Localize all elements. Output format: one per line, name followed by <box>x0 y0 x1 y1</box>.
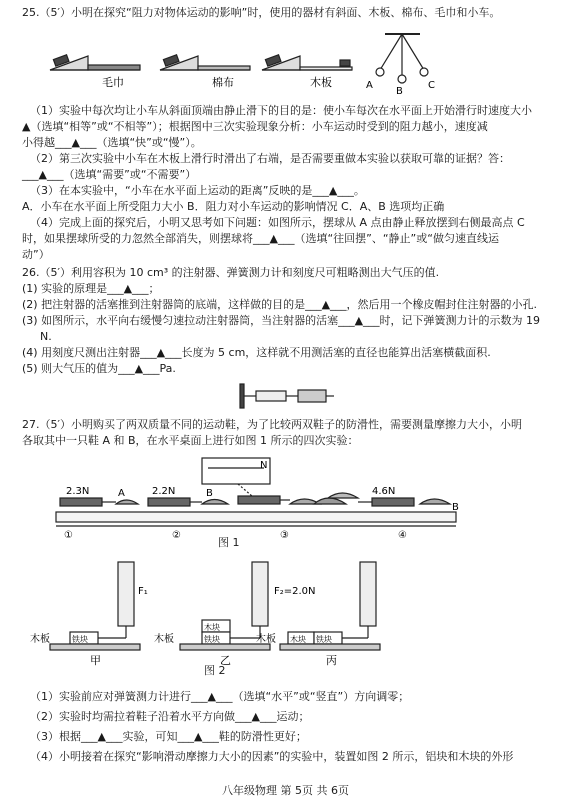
figure-1-caption: 图 1 <box>218 536 240 549</box>
q27-question-4: （4）小明接着在探究“影响滑动摩擦力大小的因素”的实验中，装置如图 2 所示，铝块和木块的外形 <box>30 750 514 763</box>
q25-line-5: ___▲___（选填“需要”或“不需要”） <box>22 168 197 181</box>
q25-line-8: （4）完成上面的探究后，小明又思考如下问题：如图所示，摆球从 A 点由静止释放摆到右侧最高点 C <box>30 216 525 229</box>
setup-3: ③ <box>280 530 289 541</box>
q27-question-1: （1）实验前应对弹簧测力计进行___▲___（选填“水平”或“竖直”）方向调零； <box>30 690 410 703</box>
f2-reading: 2.2N <box>152 486 176 497</box>
q26-header: 26.（5′）利用容积为 10 cm³ 的注射器、弹簧测力计和刻度尺可粗略测出大气压的值. <box>22 266 440 279</box>
q26-line-1: (1) 实验的原理是___▲___； <box>22 282 160 295</box>
fig2-block-bing-2: 铁块 <box>316 635 332 644</box>
q25-line-6: （3）在本实验中，“小车在水平面上运动的距离”反映的是___▲___。 <box>30 184 365 197</box>
label-a: A <box>366 80 373 91</box>
fig2-block-bing-1: 木块 <box>290 635 306 644</box>
fig2-label-jia: 甲 <box>90 654 101 667</box>
label-b: B <box>396 86 403 97</box>
figure-2-caption: 图 2 <box>204 664 226 677</box>
q25-line-10: 动”） <box>22 248 50 261</box>
q25-line-2: ▲（选填“相等”或“不相等”）；根据图中三次实验现象分析：小车运动时受到的阻力越小，速度减 <box>22 120 488 133</box>
shoe-b-label-1: B <box>206 488 213 499</box>
scale-n-label: N <box>260 460 268 471</box>
label-c: C <box>428 80 435 91</box>
fig2-board-yi: 木板 <box>154 634 174 645</box>
figure-1 <box>52 452 522 552</box>
q27-question-2: （2）实验时均需拉着鞋子沿着水平方向做___▲___运动； <box>30 710 310 723</box>
shoe-b-label-2: B <box>452 502 459 513</box>
page-footer: 八年级物理 第 5页 共 6页 <box>222 784 349 797</box>
f1-reading: 2.3N <box>66 486 90 497</box>
q27-line-1: 各取其中一只鞋 A 和 B，在水平桌面上进行如图 1 所示的四次实验： <box>22 434 359 447</box>
figure-2 <box>30 554 430 674</box>
fig2-f1: F₁ <box>138 586 148 597</box>
setup-1: ① <box>64 530 73 541</box>
q26-line-6: (5) 则大气压的值为___▲___Pa. <box>22 362 176 375</box>
q25-header: 25.（5′）小明在探究“阻力对物体运动的影响”时，使用的器材有斜面、木板、棉布、毛巾和小车。 <box>22 6 501 19</box>
q25-line-7: A．小车在水平面上所受阻力大小 B．阻力对小车运动的影响情况 C．A、B 选项均正确 <box>22 200 445 213</box>
fig2-block-yi-bottom: 铁块 <box>204 635 220 644</box>
q26-line-5: (4) 用刻度尺测出注射器___▲___长度为 5 cm，这样就不用测活塞的直径也能算出活塞横截面积. <box>22 346 491 359</box>
setup-2: ② <box>172 530 181 541</box>
fig2-label-bing: 丙 <box>326 654 337 667</box>
q25-figure <box>40 30 510 100</box>
fig2-board-bing: 木板 <box>256 634 276 645</box>
label-cotton: 棉布 <box>212 76 234 89</box>
q25-line-9: 时，如果摆球所受的力忽然全部消失，则摆球将___▲___（选填“往回摆”、“静止”或“做匀速直线运 <box>22 232 499 245</box>
setup-4: ④ <box>398 530 407 541</box>
q26-line-3: (3) 如图所示，水平向右缓慢匀速拉动注射器筒，当注射器的活塞___▲___时，记下弹簧测力计的示数为 19 <box>22 314 541 327</box>
syringe-figure <box>236 382 336 410</box>
q27-question-3: （3）根据___▲___实验，可知___▲___鞋的防滑性更好； <box>30 730 307 743</box>
q25-line-1: （1）实验中每次均让小车从斜面顶端由静止滑下的目的是：使小车每次在水平面上开始滑行时速度大小 <box>30 104 532 117</box>
q27-header: 27.（5′）小明购买了两双质量不同的运动鞋，为了比较两双鞋子的防滑性，需要测量摩擦力大小，小明 <box>22 418 522 431</box>
fig2-f2: F₂=2.0N <box>274 586 316 597</box>
q25-line-3: 小得越___▲___（选填“快”或“慢”）。 <box>22 136 202 149</box>
f4-reading: 4.6N <box>372 486 396 497</box>
label-towel: 毛巾 <box>102 76 124 89</box>
fig2-block-jia: 铁块 <box>72 635 88 644</box>
shoe-a-label-1: A <box>118 488 125 499</box>
q25-line-4: （2）第三次实验中小车在木板上滑行时滑出了右端，是否需要重做本实验以获取可靠的证据？答： <box>30 152 510 165</box>
fig2-label-yi: 乙 <box>220 654 231 667</box>
fig2-board-jia: 木板 <box>30 634 50 645</box>
q26-line-2: (2) 把注射器的活塞推到注射器筒的底端，这样做的目的是___▲___，然后用一个橡皮帽封住注射器的小孔. <box>22 298 538 311</box>
fig2-block-yi-top: 木块 <box>204 623 220 632</box>
q26-line-4: N. <box>40 330 52 343</box>
label-board: 木板 <box>310 76 332 89</box>
